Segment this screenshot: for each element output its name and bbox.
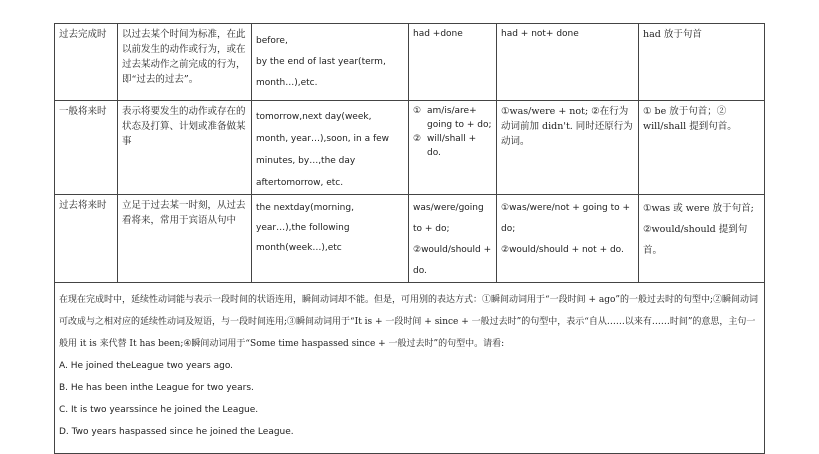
affirmative-item: ① am/is/are+ going to + do; — [413, 106, 492, 130]
negative-form: ①was/were + not; ②在行为动词前加 didn't. 同时还原行为动词。 — [501, 106, 633, 147]
tense-name: 一般将来时 — [59, 106, 107, 117]
example-sentence: B. He has been inthe League for two years. — [59, 383, 254, 393]
affirmative-item: ② will/shall + do. — [413, 134, 477, 158]
table-row — [55, 101, 765, 195]
usage-text: 立足于过去某一时刻，从过去看将来，常用于宾语从句中 — [122, 200, 246, 226]
negative-form: had + not+ done — [501, 29, 579, 39]
time-word: the nextday(morning, year…),the following month(week…),etc — [256, 203, 354, 253]
time-word: before, — [256, 36, 288, 46]
negative-item: ①was/were/not + going to + do; — [501, 203, 631, 234]
note-row — [55, 283, 765, 454]
table-row — [55, 195, 765, 283]
example-sentence: C. It is two yearssince he joined the League. — [59, 405, 259, 415]
question-item: ①was 或 were 放于句首; — [643, 203, 754, 214]
affirmative-item: ②would/should + do. — [413, 245, 492, 276]
time-word: by the end of last year(term, month…),etc. — [256, 57, 386, 88]
table-row — [55, 24, 765, 101]
time-word: tomorrow,next day(week, month, year…),soon, in a few minutes, by…,the day aftertomorrow, etc. — [256, 112, 390, 188]
example-sentence: D. Two years haspassed since he joined the League. — [59, 427, 294, 437]
negative-item: ②would/should + not + do. — [501, 245, 624, 255]
tense-name: 过去完成时 — [59, 29, 107, 40]
tense-name: 过去将来时 — [59, 200, 107, 211]
question-item: ②would/should 提到句首。 — [643, 224, 748, 256]
affirmative-form: had +done — [413, 29, 463, 39]
note-paragraph: 在现在完成时中，延续性动词能与表示一段时间的状语连用，瞬间动词却不能。但是，可用别的表达方式：①瞬间动词用于“一段时间 + ago”的一般过去时的句型中;②瞬间动词可改成与之相对应的延续性动词及短语，与一段时间连用;③瞬间动词用于“It is + 一段时间 + since + 一般过去时”的句型中，表示“自从……以来有……时间”的意思，主句一般用 it is 来代替 It has been;④瞬间动词用于“Some time haspassed since + 一般过去时”的句型中。请看: — [59, 295, 759, 349]
question-form: had 放于句首 — [643, 29, 702, 40]
grammar-table — [54, 23, 765, 454]
question-form: ① be 放于句首；② will/shall 提到句首。 — [643, 106, 737, 132]
example-sentence: A. He joined theLeague two years ago. — [59, 361, 234, 371]
usage-text: 表示将要发生的动作或存在的状态及打算、计划或准备做某事 — [122, 106, 246, 147]
affirmative-item: was/were/going to + do; — [413, 203, 484, 234]
usage-text: 以过去某个时间为标准，在此以前发生的动作或行为，或在过去某动作之前完成的行为，即“过去的过去”。 — [122, 29, 246, 85]
